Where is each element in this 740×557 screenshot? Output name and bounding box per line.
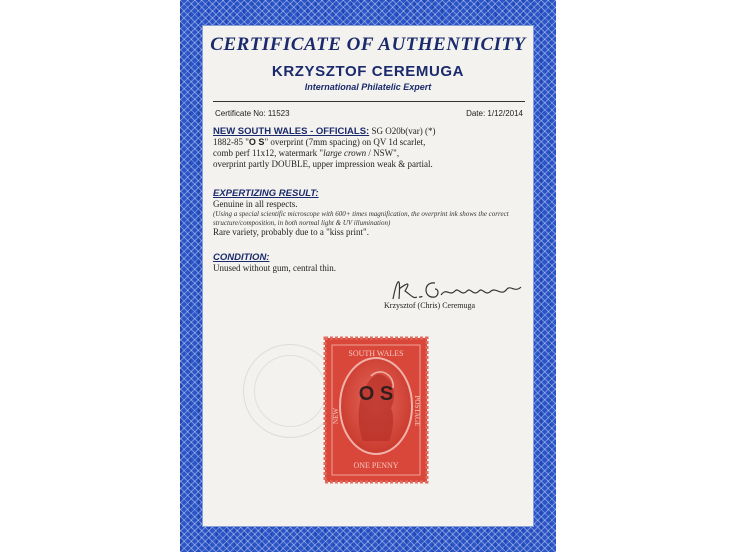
overprint-text: O S [248,137,265,147]
description-text: comb perf 11x12, watermark " [213,148,324,158]
condition-heading: CONDITION: [213,252,270,263]
expertizing-section [213,188,527,238]
stamp-right-text: POSTAGE [413,395,421,427]
certificate-border [180,0,556,552]
expert-subtitle: International Philatelic Expert [304,82,432,92]
embossed-seal-inner [254,355,326,427]
description-line-3: overprint partly DOUBLE, upper impression weak & partial. [213,159,433,169]
stamp-bottom-text: ONE PENNY [353,461,399,470]
expertizing-heading: EXPERTIZING RESULT: [213,188,319,199]
description-text: 1882-85 " [213,137,249,147]
signer-name: Krzysztof (Chris) Ceremuga [384,301,476,310]
watermark-text: large crown [323,148,367,158]
stamp-top-text: SOUTH WALES [348,349,404,358]
expert-name: KRZYSZTOF CEREMUGA [271,63,465,80]
certificate-title: CERTIFICATE OF AUTHENTICITY [210,34,526,55]
description-line-2 [213,148,527,159]
catalogue-number: SG O20b(var) (*) [371,126,436,136]
header-divider [213,101,525,102]
condition-text: Unused without gum, central thin. [213,263,336,273]
stamp-image [323,336,429,484]
stamp-heading-line [213,126,527,137]
description-line-1 [213,137,527,148]
stamp-heading: NEW SOUTH WALES - OFFICIALS: [213,126,370,137]
certificate-date: Date: 1/12/2014 [466,109,523,118]
result-line-2: Rare variety, probably due to a "kiss print". [213,227,369,237]
stamp-description [213,126,527,170]
description-text: / NSW", [366,148,400,158]
certificate-number: Certificate No: 11523 [215,109,290,118]
stamp-overprint: O S [358,383,394,405]
stamp-left-text: NEW [332,408,340,424]
description-text: " overprint (7mm spacing) on QV 1d scarlet, [264,137,426,147]
result-line-1: Genuine in all respects. [213,199,298,209]
certificate-paper [202,25,534,527]
result-note: (Using a special scientific microscope with 600+ times magnification, the overprint ink shows the correct structure/composition, in both normal light & UV illumination) [213,210,509,227]
